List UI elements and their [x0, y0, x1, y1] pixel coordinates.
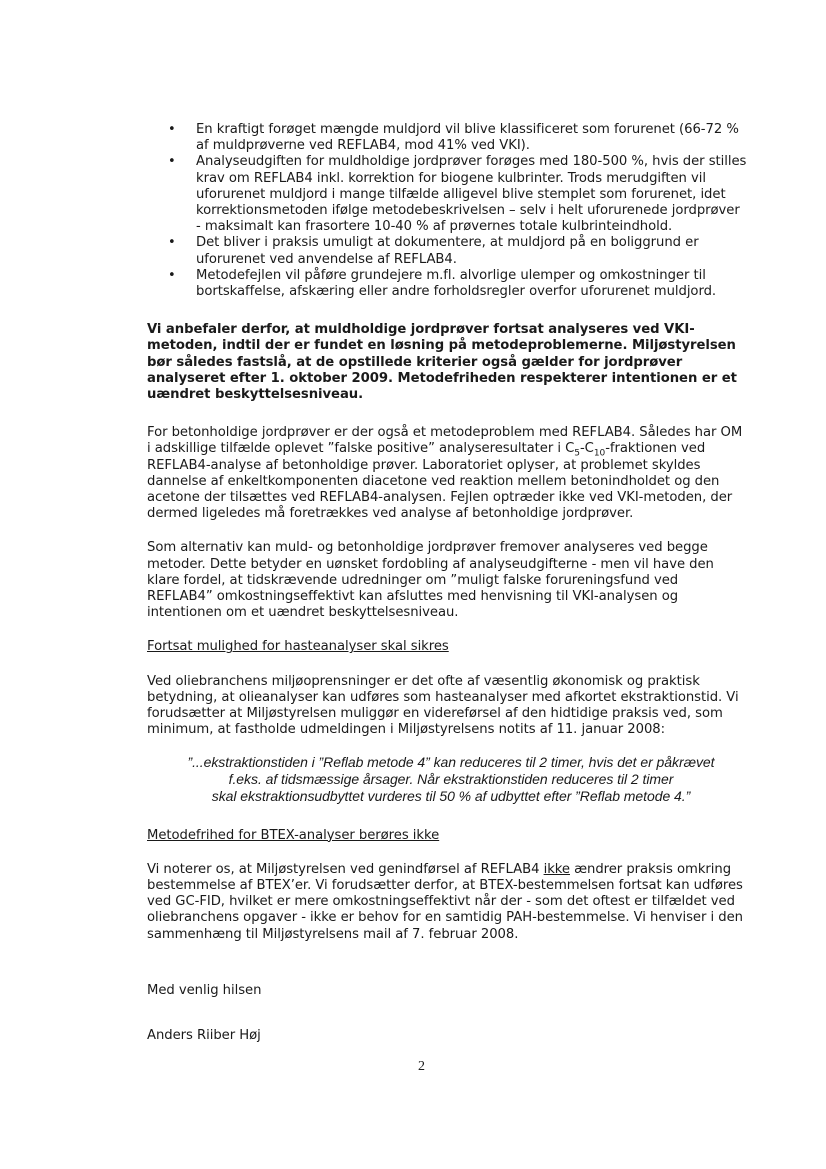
notice-quote: [147, 754, 755, 805]
quote-line: f.eks. af tidsmæssige årsager. Når ekstraktionstiden reduceres til 2 timer: [228, 770, 674, 787]
page-number: 2: [418, 1059, 425, 1074]
section-heading-btex: Metodefrihed for BTEX-analyser berøres ikke: [147, 827, 440, 843]
bullet-icon: •: [168, 154, 176, 170]
quote-line: skal ekstraktionsudbyttet vurderes til 50 % af udbyttet efter ”Reflab metode 4.”: [211, 787, 691, 804]
section-heading-haste: Fortsat mulighed for hasteanalyser skal sikres: [147, 639, 449, 655]
consequence-list: [147, 122, 747, 300]
bullet-icon: •: [168, 122, 176, 137]
list-item: • Metodefejlen vil påføre grundejere m.fl. alvorlige ulemper og omkostninger til bortskaffelse, afskæring eller andre forholdsregler overfor uforurenet muldjord.: [168, 267, 717, 300]
signature-name: Anders Riiber Høj: [147, 1027, 261, 1043]
bullet-icon: •: [168, 267, 176, 283]
recommendation-paragraph: Vi anbefaler derfor, at muldholdige jordprøver fortsat analyseres ved VKI-metoden, indtil der er fundet en løsning på metodeproblemerne. Miljøstyrelsen bør således fastslå, at de opstillede kriterier også gælder for jordprøver analyseret efter 1. oktober 2009. Metodefriheden respekterer intentionen er et uændret beskyttelsesniveau.: [147, 322, 737, 403]
list-item: • Analyseudgiften for muldholdige jordprøver forøges med 180-500 %, hvis der stilles krav om REFLAB4 inkl. korrektion for biogene kulbrinter. Trods merudgiften vil uforurenet muldjord i mange tilfælde alligevel blive stemplet som forurenet, idet korrektionsmetoden ifølge metodebeskrivelsen – selv i helt uforurenede jordprøver - maksimalt kan frasortere 10-40 % af prøvernes totale kulbrinteindhold.: [168, 154, 747, 235]
quote-line: ”...ekstraktionstiden i ”Reflab metode 4” kan reduceres til 2 timer, hvis det er påkrævet: [187, 753, 715, 770]
alternative-paragraph: Som alternativ kan muld- og betonholdige jordprøver fremover analyseres ved begge metoder. Dette betyder en uønsket fordobling af analyseudgifterne - men vil have den klare fordel, at tidskrævende udredninger om ”muligt falske forureningsfund ved REFLAB4” omkostningseffektivt kan afsluttes med henvisning til VKI-analysen og intentionen om et uændret beskyttelsesniveau.: [147, 540, 714, 621]
haste-paragraph: Ved oliebranchens miljøoprensninger er det ofte af væsentlig økonomisk og praktisk betydning, at olieanalyser kan udføres som hasteanalyser med afkortet ekstraktionstid. Vi forudsætter at Miljøstyrelsen muliggør en videreførsel af den hidtidige praksis ved, som minimum, at fastholde udmeldingen i Miljøstyrelsens notits af 11. januar 2008:: [147, 673, 739, 738]
list-item: • Det bliver i praksis umuligt at dokumentere, at muldjord på en boliggrund er uforurenet ved anvendelse af REFLAB4.: [168, 235, 699, 267]
closing-phrase: Med venlig hilsen: [147, 982, 262, 998]
beton-paragraph: For betonholdige jordprøver er der også et metodeproblem med REFLAB4. Således har OM i adskillige tilfælde oplevet ”falske positive” analyseresultater i $C_5-C_{10}$-fraktionen ved REFLAB4-analyse af betonholdige prøver. Laboratoriet oplyser, at problemet skyldes dannelse af enkeltkomponenten diacetone ved reaktion mellem betonindholdet og den acetone der tilsættes ved REFLAB4-analysen. Fejlen optræder ikke ved VKI-metoden, der dermed ligeledes må foretrækkes ved analyse af betonholdige jordprøver.: [147, 425, 743, 522]
btex-paragraph: Vi noterer os, at Miljøstyrelsen ved genindførsel af REFLAB4 ikke ændrer praksis omkring bestemmelse af BTEX’er. Vi forudsætter derfor, at BTEX-bestemmelsen fortsat kan udføres ved GC-FID, hvilket er mere omkostningseffektivt når der - som det oftest er tilfældet ved oliebranchens opgaver - ikke er behov for en samtidig PAH-bestemmelse. Vi henviser i den sammenhæng til Miljøstyrelsens mail af 7. februar 2008.: [147, 861, 743, 942]
letter-body: [147, 122, 747, 1044]
list-item: • En kraftigt forøget mængde muldjord vil blive klassificeret som forurenet (66-72 % af muldprøverne ved REFLAB4, mod 41% ved VKI).: [168, 122, 739, 154]
bullet-icon: •: [168, 235, 176, 251]
